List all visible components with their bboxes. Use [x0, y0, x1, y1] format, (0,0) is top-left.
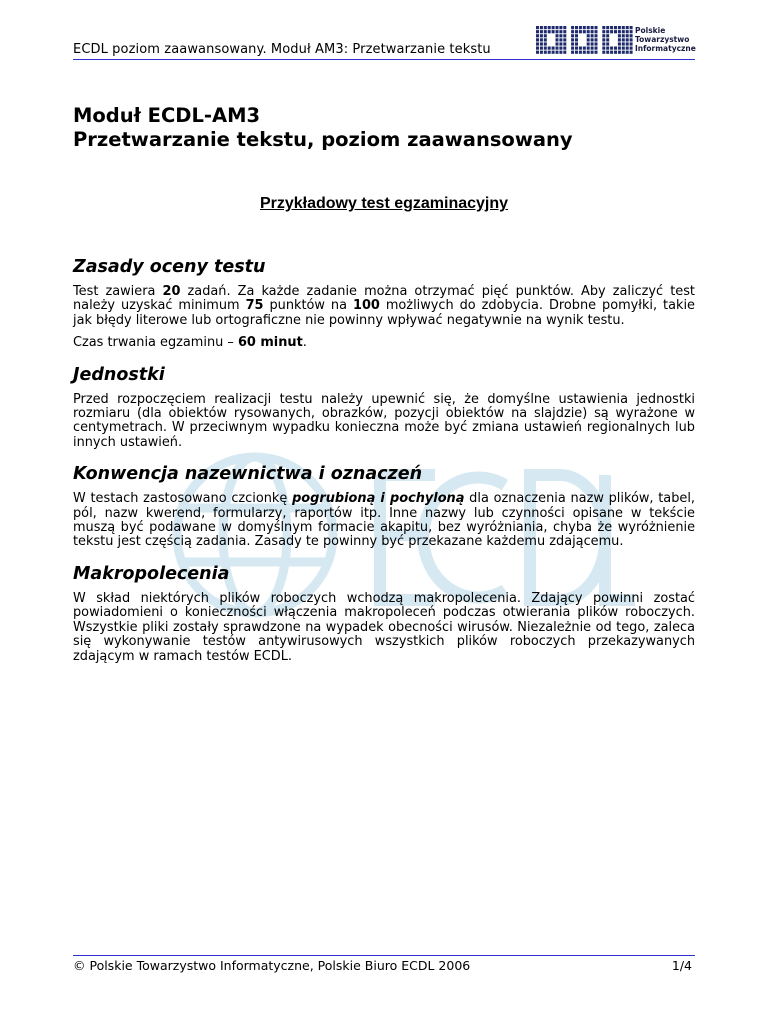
- section-units: [73, 363, 695, 451]
- logo-line: Informatyczne: [635, 44, 696, 53]
- paragraph: Przed rozpoczęciem realizacji testu należy upewnić się, że domyślne ustawienia jednostki rozmiaru (dla obiektów rysowanych, obrazków, pozycji obiektów na slajdzie) są wyrażone w centymetrach. W przeciwnym wypadku konieczna może być zmiana ustawień regionalnych lub innych ustawień.: [73, 391, 695, 450]
- section-naming-conventions: [73, 462, 695, 550]
- footer-rule: [73, 955, 695, 956]
- document-body: [73, 255, 695, 676]
- header-rule: [73, 59, 695, 60]
- section-grading-rules: [73, 255, 695, 351]
- pti-logo-text: [635, 26, 696, 53]
- title-line-subject: Przetwarzanie tekstu, poziom zaawansowany: [73, 128, 573, 151]
- section-heading: Makropolecenia: [73, 563, 230, 584]
- title-line-module: Moduł ECDL-AM3: [73, 104, 261, 127]
- paragraph: Czas trwania egzaminu – 60 minut.: [73, 335, 307, 351]
- document-subtitle: Przykładowy test egzaminacyjny: [259, 195, 509, 212]
- logo-line: Towarzystwo: [635, 35, 690, 44]
- section-heading: Konwencja nazewnictwa i oznaczeń: [73, 464, 423, 485]
- section-heading: Zasady oceny testu: [73, 257, 266, 277]
- section-macros: [73, 562, 695, 664]
- paragraph: Test zawiera 20 zadań. Za każde zadanie można otrzymać pięć punktów. Aby zaliczyć test należy uzyskać minimum 75 punktów na 100 możliwych do zdobycia. Drobne pomyłki, takie jak błędy literowe lub ortograficzne nie powinny wpływać negatywnie na wynik testu.: [73, 284, 695, 328]
- page-title: [73, 104, 573, 152]
- running-header: ECDL poziom zaawansowany. Moduł AM3: Przetwarzanie tekstu: [73, 42, 491, 57]
- pti-logo-grid-icon: [536, 26, 633, 54]
- paragraph: W skład niektórych plików roboczych wchodzą makropolecenia. Zdający powinni zostać powiadomieni o konieczności włączenia makropoleceń podczas otwierania plików roboczych. Wszystkie pliki zostały sprawdzone na wypadek obecności wirusów. Niezależnie od tego, zaleca się wykonywanie testów antywirusowych wszystkich plików roboczych przekazywanych zdającym w ramach testów ECDL.: [73, 590, 695, 664]
- page-number: 1/4: [671, 958, 692, 973]
- section-heading: Jednostki: [73, 364, 165, 385]
- footer-copyright: © Polskie Towarzystwo Informatyczne, Polskie Biuro ECDL 2006: [73, 958, 471, 973]
- logo-line: Polskie: [635, 26, 666, 35]
- paragraph: W testach zastosowano czcionkę pogrubioną i pochyloną dla oznaczenia nazw plików, tabel, pól, nazw kwerend, formularzy, raportów itp. Inne nazwy lub czynności opisane w tekście muszą być podawane w domyślnym formacie akapitu, bez wyróżniania, chyba że wyróżnienie tekstu jest częścią zadania. Zasady te powinny być przekazane każdemu zdającemu.: [73, 491, 696, 550]
